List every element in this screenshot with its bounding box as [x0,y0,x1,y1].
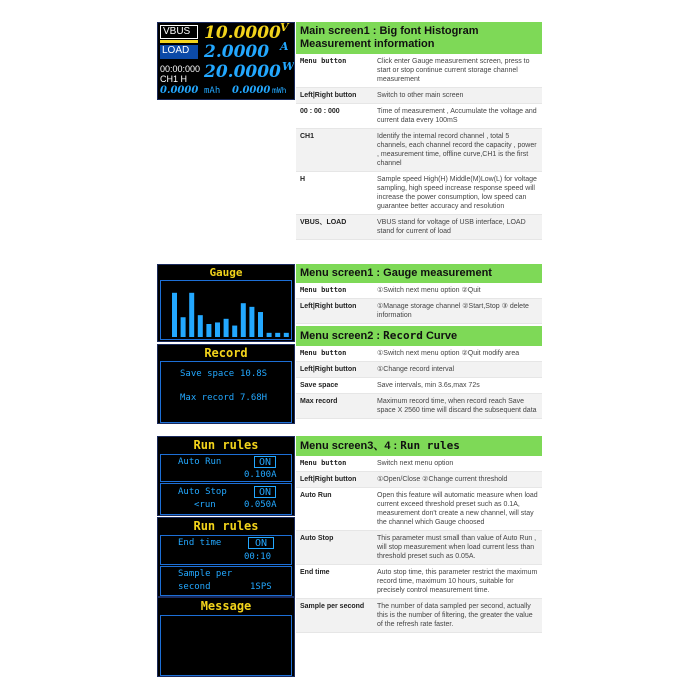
menu-screen-2-title: Menu screen2 : [300,330,384,342]
gauge-lcd-screen [157,264,295,342]
row-description: Open this feature will automatic measure when load current exceed threshold preset such as 0.1A, measurement don't create a new channel, will stay the channel which Gauge choosed [377,492,538,526]
gauge-bar [189,293,194,337]
mah-value: 0.0000 [160,85,199,96]
gauge-title: Gauge [209,266,243,279]
save-space-label: Save space [180,369,235,379]
row-description: Sample speed High(H) Middle(M)Low(L) for voltage sampling, high speed increase response speed will increase the power consumption, low speed can guarantee better accuracy and resolution [377,176,537,210]
row-key: 00 : 00 : 000 [300,108,340,115]
row-key: Left|Right button [300,366,357,373]
row-key: Menu button [300,459,347,467]
menu-screen-3-4-title-run-rules: Run rules [400,439,460,452]
row-key: Menu button [300,349,347,357]
auto-stop-label: Auto Stop [178,487,227,497]
menu-screen-2-title-record: Record [383,329,423,342]
row-description: ①Open/Close ②Change current threshold [377,476,508,483]
menu-screen-2-section [296,326,542,419]
row-key: Left|Right button [300,303,357,310]
main-screen-header [296,22,542,54]
gauge-bar [198,315,203,337]
vbus-value: 10.0000 [204,23,281,43]
row-key: Auto Stop [300,535,334,542]
menu-screen-1-title: Menu screen1 : [300,267,384,279]
auto-stop-toggle: ON [254,486,276,498]
table-row [296,565,542,599]
table-row [296,394,542,419]
table-row [296,129,542,172]
table-row [296,104,542,129]
vbus-label: VBUS [163,26,191,37]
row-description: VBUS stand for voltage of USB interface, LOAD stand for current of load [377,219,526,235]
gauge-bar [215,322,220,337]
sample-label-line-2: second [178,582,211,592]
load-label-box [160,45,198,59]
table-row [296,299,542,324]
main-screen-section [296,22,542,240]
row-key: CH1 [300,133,315,140]
table-row [296,362,542,378]
end-time-value: 00:10 [244,552,272,562]
menu-screen-2-header [296,326,542,346]
load-unit: A [280,40,289,53]
power-value: 20.0000 [204,62,281,82]
menu-screen-3-4-section [296,436,542,633]
gauge-bar [232,326,237,337]
load-label: LOAD [162,45,190,56]
record-title: Record [204,346,248,360]
message-lcd-screen [157,597,295,677]
channel-label: CH1 H [160,74,188,84]
gauge-bar [267,333,272,337]
gauge-bar [284,333,289,337]
main-screen-table [296,54,542,240]
auto-run-value: 0.100A [244,470,277,480]
gauge-histogram [166,283,290,337]
vbus-unit: V [280,22,289,34]
menu-screen-1-title-suffix: Gauge measurement [383,267,492,279]
row-key: Save space [300,382,339,389]
row-description: ①Manage storage channel ②Start,Stop ③ delete information [377,303,529,319]
row-description: This parameter must small than value of Auto Run , will stop measurement when load current less than threshold preset such as 0.05A. [377,535,537,560]
row-description: Switch next menu option [377,460,454,467]
sample-label-line-1: Sample per [178,569,233,579]
table-row [296,172,542,215]
row-description: ①Change record interval [377,366,455,373]
table-row [296,54,542,88]
gauge-bar [224,319,229,337]
message-frame [160,615,292,676]
row-key: Sample per second [300,603,365,610]
vbus-underline [160,40,198,43]
gauge-bar [181,317,186,337]
table-row [296,283,542,299]
row-description: Time of measurement , Accumulate the voltage and current data every 100mS [377,108,537,124]
auto-stop-sub-label: <run [194,500,216,510]
auto-run-label: Auto Run [178,457,222,467]
menu-screen-3-4-header [296,436,542,456]
menu-screen-1-section [296,264,542,324]
menu-screen-1-header [296,264,542,283]
run-rules-lcd-screen-1 [157,436,295,516]
menu-screen-2-table [296,346,542,419]
gauge-bar [172,293,177,337]
load-value: 2.0000 [204,42,270,62]
row-description: Identify the internal record channel , total 5 channels, each channel record the capacity , power , measurement time, offline curve,CH1 is the first channel [377,133,537,167]
table-row [296,472,542,488]
main-lcd-screen [157,22,295,100]
end-time-toggle: ON [248,537,274,549]
row-key: VBUS、LOAD [300,219,347,226]
power-unit: W [282,60,295,73]
row-description: Save intervals, min 3.6s,max 72s [377,382,480,389]
menu-screen-1-table [296,283,542,324]
row-description: Click enter Gauge measurement screen, press to start or stop continue current storage channel measurement [377,58,530,83]
row-key: Left|Right button [300,92,357,99]
main-screen-subtitle: Measurement information [300,38,435,50]
row-key: Auto Run [300,492,332,499]
vbus-label-box [160,25,198,39]
table-row [296,531,542,565]
table-row [296,215,542,240]
menu-screen-3-4-table [296,456,542,633]
row-key: Menu button [300,286,347,294]
max-record-value: 7.68H [240,393,268,403]
gauge-bar [275,333,280,337]
row-key: Max record [300,398,338,405]
row-description: ①Switch next menu option ②Quit [377,287,481,294]
auto-stop-value: 0.050A [244,500,277,510]
gauge-bar [258,312,263,337]
menu-screen-3-4-title: Menu screen3、4 : [300,440,401,452]
table-row [296,378,542,394]
mwh-unit: mWh [272,86,287,95]
main-screen-title: Main screen1 : Big font Histogram [300,25,479,37]
gauge-bar [206,324,211,337]
gauge-bar [241,303,246,337]
row-key: End time [300,569,330,576]
row-description: The number of data sampled per second, actually this is the number of filtering, the greater the value of the refresh rate faster. [377,603,533,628]
table-row [296,488,542,531]
sample-value: 1SPS [250,582,272,592]
run-rules-title-2: Run rules [193,519,259,533]
mwh-value: 0.0000 [232,85,271,96]
mah-unit: mAh [204,86,221,96]
record-lcd-screen [157,344,295,424]
menu-screen-2-title-curve: Curve [422,330,458,342]
row-description: Maximum record time, when record reach Save space X 2560 time will discard the subsequent data [377,398,537,414]
row-key: Left|Right button [300,476,357,483]
end-time-label: End time [178,538,222,548]
gauge-bar [249,307,254,337]
row-description: Auto stop time, this parameter restrict the maximum record time, maximum 10 hours, suitable for precisely control measurement time. [377,569,538,594]
row-description: ①Switch next menu option ②Quit modify area [377,350,520,357]
row-key: H [300,176,306,183]
max-record-label: Max record [180,393,235,403]
row-key: Menu button [300,57,347,65]
auto-run-toggle: ON [254,456,276,468]
time-label: 00:00:000 [160,64,201,74]
table-row [296,346,542,362]
run-rules-lcd-screen-2 [157,517,295,597]
table-row [296,456,542,472]
save-space-value: 10.8S [240,369,268,379]
row-description: Switch to other main screen [377,92,464,99]
table-row [296,599,542,633]
table-row [296,88,542,104]
message-title: Message [200,599,252,613]
run-rules-title-1: Run rules [193,438,259,452]
